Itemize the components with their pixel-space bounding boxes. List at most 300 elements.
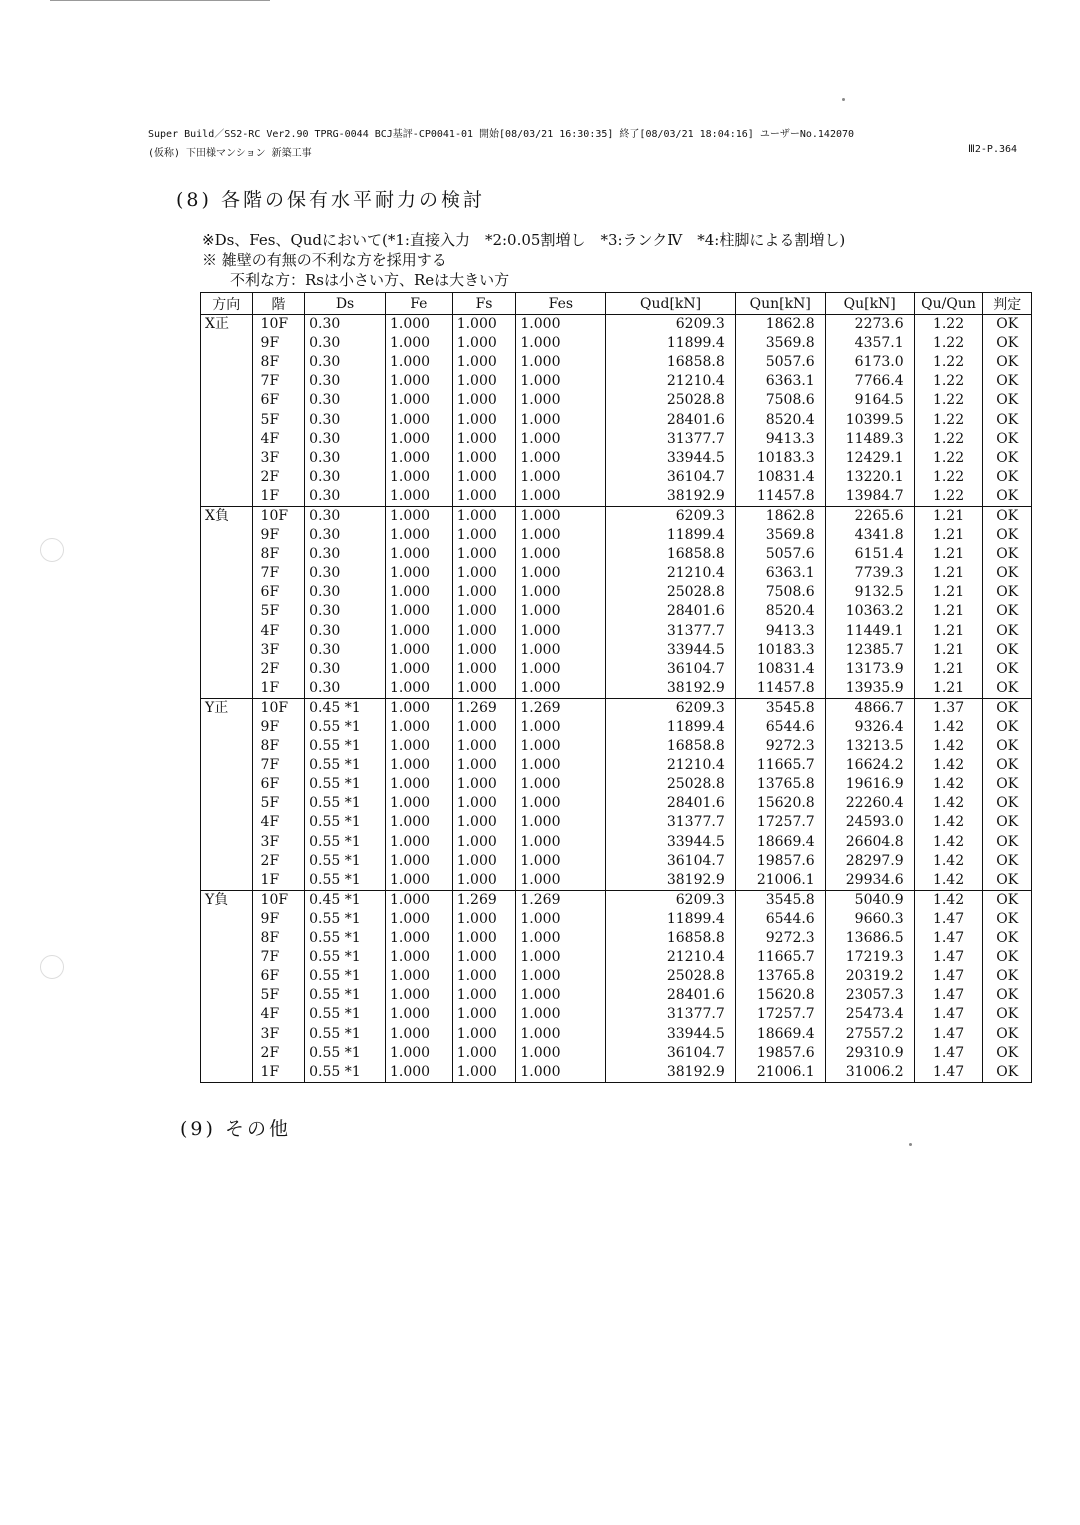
cell-fe: 1.000 (385, 1005, 452, 1024)
cell-judgement: OK (983, 1063, 1032, 1083)
cell-fs: 1.000 (452, 737, 516, 756)
cell-judgement: OK (983, 737, 1032, 756)
cell-judgement: OK (983, 698, 1032, 718)
cell-floor: 3F (252, 641, 305, 660)
cell-fe: 1.000 (385, 449, 452, 468)
col-header-qu: Qu[kN] (825, 293, 914, 315)
table-row (201, 948, 1032, 967)
cell-qun: 8520.4 (735, 410, 825, 429)
cell-floor: 9F (252, 718, 305, 737)
cell-qun: 7508.6 (735, 391, 825, 410)
cell-ds: 0.55 *1 (305, 871, 386, 891)
cell-fs: 1.000 (452, 622, 516, 641)
cell-qun: 9272.3 (735, 737, 825, 756)
cell-qud: 33944.5 (606, 833, 735, 852)
cell-qud: 16858.8 (606, 353, 735, 372)
cell-qud: 25028.8 (606, 967, 735, 986)
cell-fs: 1.269 (452, 890, 516, 910)
cell-qu: 13213.5 (825, 737, 914, 756)
cell-judgement: OK (983, 1024, 1032, 1043)
cell-judgement: OK (983, 353, 1032, 372)
cell-direction (201, 660, 253, 679)
table-row (201, 737, 1032, 756)
table-row (201, 718, 1032, 737)
cell-ratio: 1.22 (914, 391, 983, 410)
cell-judgement: OK (983, 986, 1032, 1005)
cell-fes: 1.000 (516, 775, 606, 794)
cell-qud: 38192.9 (606, 679, 735, 699)
cell-direction (201, 948, 253, 967)
table-row (201, 334, 1032, 353)
cell-fe: 1.000 (385, 506, 452, 526)
cell-fes: 1.000 (516, 487, 606, 507)
table-row (201, 929, 1032, 948)
cell-fe: 1.000 (385, 564, 452, 583)
cell-direction (201, 353, 253, 372)
table-row (201, 890, 1032, 910)
cell-fes: 1.000 (516, 641, 606, 660)
hole-punch-mark (40, 538, 64, 562)
cell-ds: 0.30 (305, 430, 386, 449)
cell-floor: 8F (252, 545, 305, 564)
cell-fe: 1.000 (385, 698, 452, 718)
cell-ratio: 1.21 (914, 602, 983, 621)
table-row (201, 468, 1032, 487)
cell-ds: 0.55 *1 (305, 1063, 386, 1083)
cell-fs: 1.000 (452, 545, 516, 564)
cell-floor: 3F (252, 833, 305, 852)
cell-ratio: 1.42 (914, 775, 983, 794)
cell-ratio: 1.21 (914, 526, 983, 545)
cell-fe: 1.000 (385, 852, 452, 871)
cell-fe: 1.000 (385, 430, 452, 449)
cell-judgement: OK (983, 334, 1032, 353)
cell-ds: 0.30 (305, 449, 386, 468)
cell-qud: 28401.6 (606, 410, 735, 429)
cell-qu: 12385.7 (825, 641, 914, 660)
cell-ds: 0.55 *1 (305, 794, 386, 813)
cell-judgement: OK (983, 430, 1032, 449)
horizontal-capacity-table (200, 292, 1032, 1083)
cell-floor: 7F (252, 756, 305, 775)
cell-ds: 0.30 (305, 506, 386, 526)
cell-fes: 1.000 (516, 583, 606, 602)
cell-direction (201, 334, 253, 353)
cell-qud: 31377.7 (606, 1005, 735, 1024)
cell-qu: 5040.9 (825, 890, 914, 910)
cell-ratio: 1.21 (914, 545, 983, 564)
cell-ratio: 1.21 (914, 679, 983, 699)
table-row (201, 813, 1032, 832)
cell-judgement: OK (983, 449, 1032, 468)
cell-ratio: 1.42 (914, 794, 983, 813)
cell-fs: 1.000 (452, 372, 516, 391)
cell-ds: 0.30 (305, 660, 386, 679)
cell-floor: 4F (252, 622, 305, 641)
cell-judgement: OK (983, 910, 1032, 929)
cell-fe: 1.000 (385, 545, 452, 564)
cell-floor: 5F (252, 986, 305, 1005)
cell-fe: 1.000 (385, 775, 452, 794)
cell-fes: 1.000 (516, 1024, 606, 1043)
cell-floor: 1F (252, 679, 305, 699)
cell-judgement: OK (983, 813, 1032, 832)
cell-ratio: 1.47 (914, 1063, 983, 1083)
table-row (201, 775, 1032, 794)
cell-floor: 10F (252, 890, 305, 910)
cell-direction (201, 487, 253, 507)
cell-qu: 16624.2 (825, 756, 914, 775)
cell-ds: 0.55 *1 (305, 929, 386, 948)
cell-fe: 1.000 (385, 622, 452, 641)
cell-fe: 1.000 (385, 910, 452, 929)
cell-direction (201, 545, 253, 564)
cell-ratio: 1.22 (914, 315, 983, 335)
cell-ratio: 1.21 (914, 506, 983, 526)
cell-ratio: 1.47 (914, 1044, 983, 1063)
cell-direction (201, 794, 253, 813)
table-row (201, 583, 1032, 602)
cell-direction: X負 (201, 506, 253, 526)
cell-qud: 11899.4 (606, 334, 735, 353)
table-header-row (201, 293, 1032, 315)
cell-qu: 6151.4 (825, 545, 914, 564)
table-row (201, 1024, 1032, 1043)
table-row (201, 391, 1032, 410)
cell-qun: 3569.8 (735, 526, 825, 545)
cell-ds: 0.30 (305, 391, 386, 410)
cell-direction (201, 756, 253, 775)
cell-fes: 1.000 (516, 468, 606, 487)
cell-fes: 1.000 (516, 910, 606, 929)
cell-ratio: 1.42 (914, 890, 983, 910)
cell-qud: 36104.7 (606, 852, 735, 871)
cell-fes: 1.000 (516, 813, 606, 832)
cell-fes: 1.000 (516, 602, 606, 621)
cell-fs: 1.000 (452, 718, 516, 737)
cell-ds: 0.30 (305, 315, 386, 335)
cell-floor: 4F (252, 813, 305, 832)
cell-fs: 1.000 (452, 583, 516, 602)
cell-fs: 1.000 (452, 506, 516, 526)
cell-fes: 1.000 (516, 1005, 606, 1024)
cell-qu: 4341.8 (825, 526, 914, 545)
cell-fes: 1.000 (516, 1044, 606, 1063)
cell-qud: 33944.5 (606, 449, 735, 468)
cell-ds: 0.55 *1 (305, 1044, 386, 1063)
cell-fe: 1.000 (385, 813, 452, 832)
table-row (201, 660, 1032, 679)
cell-judgement: OK (983, 391, 1032, 410)
cell-ds: 0.30 (305, 602, 386, 621)
cell-fs: 1.000 (452, 410, 516, 429)
cell-qud: 21210.4 (606, 948, 735, 967)
cell-direction (201, 929, 253, 948)
cell-fe: 1.000 (385, 641, 452, 660)
cell-ratio: 1.47 (914, 986, 983, 1005)
cell-ds: 0.30 (305, 641, 386, 660)
cell-ratio: 1.37 (914, 698, 983, 718)
cell-qud: 21210.4 (606, 756, 735, 775)
cell-ds: 0.55 *1 (305, 852, 386, 871)
table-row (201, 353, 1032, 372)
cell-qu: 9132.5 (825, 583, 914, 602)
cell-fs: 1.000 (452, 929, 516, 948)
cell-floor: 6F (252, 775, 305, 794)
cell-direction (201, 967, 253, 986)
cell-fe: 1.000 (385, 602, 452, 621)
cell-qu: 29934.6 (825, 871, 914, 891)
table-row (201, 372, 1032, 391)
cell-direction (201, 622, 253, 641)
cell-ratio: 1.47 (914, 929, 983, 948)
cell-qun: 6544.6 (735, 718, 825, 737)
cell-ratio: 1.42 (914, 737, 983, 756)
table-row (201, 564, 1032, 583)
cell-fs: 1.000 (452, 756, 516, 775)
cell-floor: 8F (252, 353, 305, 372)
cell-judgement: OK (983, 622, 1032, 641)
cell-qud: 25028.8 (606, 583, 735, 602)
cell-direction (201, 391, 253, 410)
cell-fe: 1.000 (385, 929, 452, 948)
cell-qud: 38192.9 (606, 1063, 735, 1083)
cell-direction (201, 410, 253, 429)
cell-direction (201, 1044, 253, 1063)
cell-judgement: OK (983, 315, 1032, 335)
cell-fs: 1.000 (452, 391, 516, 410)
cell-qu: 11449.1 (825, 622, 914, 641)
cell-fs: 1.000 (452, 487, 516, 507)
cell-qud: 38192.9 (606, 487, 735, 507)
table-row (201, 794, 1032, 813)
cell-fes: 1.000 (516, 852, 606, 871)
cell-qun: 3569.8 (735, 334, 825, 353)
cell-ds: 0.30 (305, 583, 386, 602)
cell-qun: 17257.7 (735, 813, 825, 832)
cell-fs: 1.000 (452, 334, 516, 353)
cell-direction (201, 583, 253, 602)
cell-qun: 18669.4 (735, 1024, 825, 1043)
cell-ratio: 1.42 (914, 871, 983, 891)
cell-qud: 6209.3 (606, 698, 735, 718)
table-row (201, 679, 1032, 699)
cell-direction (201, 737, 253, 756)
cell-direction (201, 449, 253, 468)
cell-fes: 1.000 (516, 660, 606, 679)
cell-qu: 27557.2 (825, 1024, 914, 1043)
cell-floor: 5F (252, 410, 305, 429)
cell-qun: 10183.3 (735, 641, 825, 660)
cell-ds: 0.55 *1 (305, 1024, 386, 1043)
cell-ratio: 1.42 (914, 852, 983, 871)
cell-fes: 1.000 (516, 1063, 606, 1083)
cell-ratio: 1.47 (914, 967, 983, 986)
cell-ds: 0.30 (305, 410, 386, 429)
cell-ratio: 1.21 (914, 641, 983, 660)
cell-qun: 11665.7 (735, 756, 825, 775)
cell-qud: 36104.7 (606, 660, 735, 679)
cell-qud: 16858.8 (606, 545, 735, 564)
table-row (201, 641, 1032, 660)
cell-qu: 7766.4 (825, 372, 914, 391)
cell-direction (201, 372, 253, 391)
cell-qu: 9660.3 (825, 910, 914, 929)
cell-fs: 1.000 (452, 871, 516, 891)
cell-judgement: OK (983, 794, 1032, 813)
cell-floor: 8F (252, 929, 305, 948)
cell-fs: 1.000 (452, 986, 516, 1005)
cell-fes: 1.000 (516, 986, 606, 1005)
table-row (201, 526, 1032, 545)
cell-fe: 1.000 (385, 660, 452, 679)
cell-qun: 21006.1 (735, 1063, 825, 1083)
cell-fe: 1.000 (385, 833, 452, 852)
cell-judgement: OK (983, 602, 1032, 621)
cell-direction (201, 468, 253, 487)
table-row (201, 1005, 1032, 1024)
cell-direction (201, 852, 253, 871)
table-row (201, 698, 1032, 718)
cell-direction: X正 (201, 315, 253, 335)
cell-floor: 7F (252, 372, 305, 391)
cell-ds: 0.30 (305, 468, 386, 487)
cell-judgement: OK (983, 526, 1032, 545)
cell-judgement: OK (983, 775, 1032, 794)
section-title-8: (8) 各階の保有水平耐力の検討 (176, 189, 485, 211)
cell-judgement: OK (983, 948, 1032, 967)
cell-qu: 13220.1 (825, 468, 914, 487)
table-row (201, 871, 1032, 891)
cell-floor: 6F (252, 583, 305, 602)
cell-fes: 1.000 (516, 737, 606, 756)
cell-qu: 9164.5 (825, 391, 914, 410)
cell-ratio: 1.22 (914, 430, 983, 449)
cell-floor: 5F (252, 602, 305, 621)
cell-ds: 0.30 (305, 487, 386, 507)
cell-ds: 0.55 *1 (305, 967, 386, 986)
cell-qu: 13686.5 (825, 929, 914, 948)
cell-ds: 0.30 (305, 334, 386, 353)
cell-floor: 10F (252, 315, 305, 335)
cell-fe: 1.000 (385, 583, 452, 602)
cell-ds: 0.55 *1 (305, 910, 386, 929)
cell-qud: 16858.8 (606, 737, 735, 756)
cell-qud: 11899.4 (606, 718, 735, 737)
cell-fs: 1.000 (452, 775, 516, 794)
cell-direction (201, 986, 253, 1005)
cell-fs: 1.000 (452, 794, 516, 813)
cell-ds: 0.30 (305, 679, 386, 699)
cell-fes: 1.000 (516, 622, 606, 641)
cell-floor: 8F (252, 737, 305, 756)
cell-fe: 1.000 (385, 391, 452, 410)
cell-floor: 9F (252, 526, 305, 545)
cell-qun: 6363.1 (735, 372, 825, 391)
cell-fe: 1.000 (385, 334, 452, 353)
section-title-9: (9) その他 (180, 1118, 291, 1140)
cell-judgement: OK (983, 852, 1032, 871)
cell-qud: 28401.6 (606, 602, 735, 621)
cell-fs: 1.000 (452, 1024, 516, 1043)
cell-ratio: 1.42 (914, 718, 983, 737)
cell-fes: 1.000 (516, 929, 606, 948)
cell-ds: 0.55 *1 (305, 1005, 386, 1024)
cell-fe: 1.000 (385, 468, 452, 487)
cell-qun: 21006.1 (735, 871, 825, 891)
cell-fe: 1.000 (385, 890, 452, 910)
cell-fes: 1.000 (516, 334, 606, 353)
cell-judgement: OK (983, 1005, 1032, 1024)
cell-qun: 15620.8 (735, 986, 825, 1005)
table-row (201, 487, 1032, 507)
cell-fes: 1.000 (516, 794, 606, 813)
cell-judgement: OK (983, 506, 1032, 526)
cell-floor: 9F (252, 334, 305, 353)
cell-ds: 0.55 *1 (305, 833, 386, 852)
cell-qu: 23057.3 (825, 986, 914, 1005)
cell-direction (201, 910, 253, 929)
table-row (201, 315, 1032, 335)
cell-fe: 1.000 (385, 967, 452, 986)
cell-qud: 21210.4 (606, 564, 735, 583)
table-row (201, 545, 1032, 564)
cell-direction (201, 641, 253, 660)
cell-qu: 31006.2 (825, 1063, 914, 1083)
note-line-2: ※ 雑壁の有無の不利な方を採用する (202, 251, 447, 269)
cell-qud: 21210.4 (606, 372, 735, 391)
cell-qud: 6209.3 (606, 506, 735, 526)
cell-floor: 1F (252, 871, 305, 891)
cell-qu: 2273.6 (825, 315, 914, 335)
cell-fes: 1.000 (516, 506, 606, 526)
cell-fs: 1.000 (452, 660, 516, 679)
cell-floor: 6F (252, 967, 305, 986)
page-number: Ⅲ2-P.364 (968, 144, 1018, 155)
note-line-3: 不利な方：Rsは小さい方、Reは大きい方 (230, 271, 510, 289)
table-row (201, 967, 1032, 986)
cell-ratio: 1.22 (914, 410, 983, 429)
note-line-1: ※Ds、Fes、Qudにおいて(*1:直接入力 *2:0.05割増し *3:ランクⅣ *4:柱脚による割増し) (202, 231, 846, 249)
cell-fe: 1.000 (385, 948, 452, 967)
cell-fe: 1.000 (385, 410, 452, 429)
cell-fe: 1.000 (385, 756, 452, 775)
cell-ratio: 1.21 (914, 622, 983, 641)
cell-ds: 0.55 *1 (305, 948, 386, 967)
cell-fe: 1.000 (385, 1044, 452, 1063)
cell-direction (201, 833, 253, 852)
cell-qu: 25473.4 (825, 1005, 914, 1024)
cell-judgement: OK (983, 468, 1032, 487)
cell-ratio: 1.21 (914, 660, 983, 679)
cell-fe: 1.000 (385, 315, 452, 335)
cell-ratio: 1.22 (914, 334, 983, 353)
cell-fs: 1.000 (452, 910, 516, 929)
cell-qu: 20319.2 (825, 967, 914, 986)
cell-ds: 0.30 (305, 564, 386, 583)
cell-fs: 1.000 (452, 1063, 516, 1083)
col-header-qud: Qud[kN] (606, 293, 735, 315)
cell-qu: 4866.7 (825, 698, 914, 718)
cell-direction (201, 430, 253, 449)
table-row (201, 1063, 1032, 1083)
cell-floor: 4F (252, 430, 305, 449)
cell-floor: 9F (252, 910, 305, 929)
cell-direction (201, 813, 253, 832)
cell-qud: 31377.7 (606, 813, 735, 832)
cell-qud: 25028.8 (606, 391, 735, 410)
cell-qu: 11489.3 (825, 430, 914, 449)
